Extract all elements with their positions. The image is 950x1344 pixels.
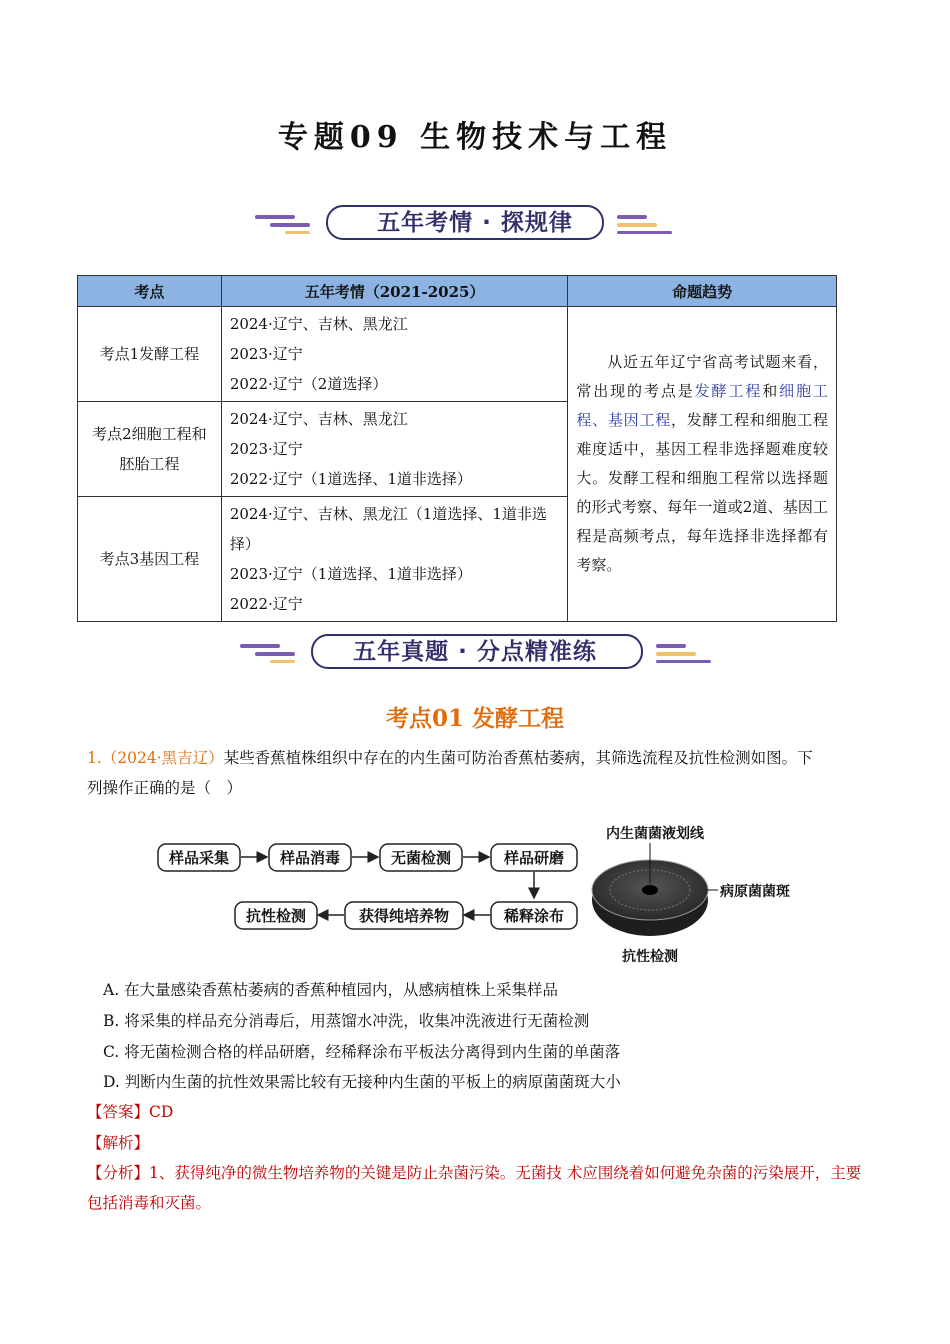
- point-cell: 考点3基因工程: [78, 497, 222, 622]
- header-trend: 命题趋势: [568, 276, 837, 307]
- flow-box-label: 样品采集: [168, 849, 230, 867]
- years-cell: 2024·辽宁、吉林、黑龙江（1道选择、1道非选择） 2023·辽宁（1道选择、1道非选择） 2022·辽宁: [221, 497, 568, 622]
- dish-label-bottom: 抗性检测: [622, 949, 678, 965]
- question-number: 1.: [87, 749, 102, 767]
- flow-box-label: 稀释涂布: [503, 907, 565, 925]
- highlight-cell-gene: 细胞工程、基因工程: [576, 382, 828, 429]
- option-b: B. 将采集的样品充分消毒后，用蒸馏水冲洗，收集冲洗液进行无菌检测: [103, 1012, 590, 1030]
- question-stem: 1.（2024·黑吉辽）某些香蕉植株组织中存在的内生菌可防治香蕉枯萎病，其筛选流程及抗性检测如图。下 列操作正确的是（ ）: [87, 749, 813, 797]
- flow-box-label: 样品研磨: [503, 849, 565, 867]
- years-cell: 2024·辽宁、吉林、黑龙江 2023·辽宁 2022·辽宁（2道选择）: [221, 307, 568, 402]
- analysis-text: 【分析】1、获得纯净的微生物培养物的关键是防止杂菌污染。无菌技 术应围绕着如何避免杂菌的污染展开，主要包括消毒和灭菌。: [87, 1164, 862, 1212]
- question-source: （2024·黑吉辽）: [101, 749, 224, 767]
- header-point: 考点: [78, 276, 222, 307]
- trend-cell: 从近五年辽宁省高考试题来看，常出现的考点是发酵工程和细胞工程、基因工程，发酵工程和细胞工程难度适中，基因工程非选择题难度较大。发酵工程和细胞工程常以选择题的形式考察、每年一道或2道、基因工程是高频考点，每年选择非选择都有考察。: [568, 307, 837, 622]
- table-row: [78, 307, 837, 402]
- flow-box-label: 抗性检测: [245, 907, 307, 925]
- banner-five-year-practice: [0, 632, 950, 672]
- banner-five-year-overview: [0, 203, 950, 243]
- section-title: 考点01 发酵工程: [385, 705, 564, 732]
- highlight-fermentation: 发酵工程: [694, 382, 763, 400]
- exam-summary-table: [77, 275, 837, 622]
- years-cell: 2024·辽宁、吉林、黑龙江 2023·辽宁 2022·辽宁（1道选择、1道非选择）: [221, 402, 568, 497]
- flow-box-label: 获得纯培养物: [358, 907, 450, 925]
- explanation-label: 【解析】: [87, 1134, 150, 1152]
- screening-flow-diagram: [150, 818, 810, 968]
- table-header-row: [78, 276, 837, 307]
- option-a: A. 在大量感染香蕉枯萎病的香蕉种植园内，从感病植株上采集样品: [103, 981, 559, 999]
- page-title: 专题09 生物技术与工程: [277, 120, 673, 155]
- banner-label: 五年考情 · 探规律: [377, 210, 573, 236]
- header-years: 五年考情（2021-2025）: [221, 276, 568, 307]
- option-c: C. 将无菌检测合格的样品研磨，经稀释涂布平板法分离得到内生菌的单菌落: [103, 1043, 621, 1061]
- answer: 【答案】CD: [87, 1103, 174, 1121]
- point-cell: 考点1发酵工程: [78, 307, 222, 402]
- petri-dish-illustration: [592, 843, 718, 936]
- dish-label-top: 内生菌菌液划线: [606, 826, 704, 842]
- flow-box-label: 无菌检测: [390, 849, 452, 867]
- dish-label-right: 病原菌菌斑: [720, 884, 790, 900]
- option-d: D. 判断内生菌的抗性效果需比较有无接种内生菌的平板上的病原菌菌斑大小: [103, 1073, 621, 1091]
- flow-box-label: 样品消毒: [279, 849, 341, 867]
- banner-label: 五年真题 · 分点精准练: [353, 639, 597, 665]
- point-cell: 考点2细胞工程和胚胎工程: [78, 402, 222, 497]
